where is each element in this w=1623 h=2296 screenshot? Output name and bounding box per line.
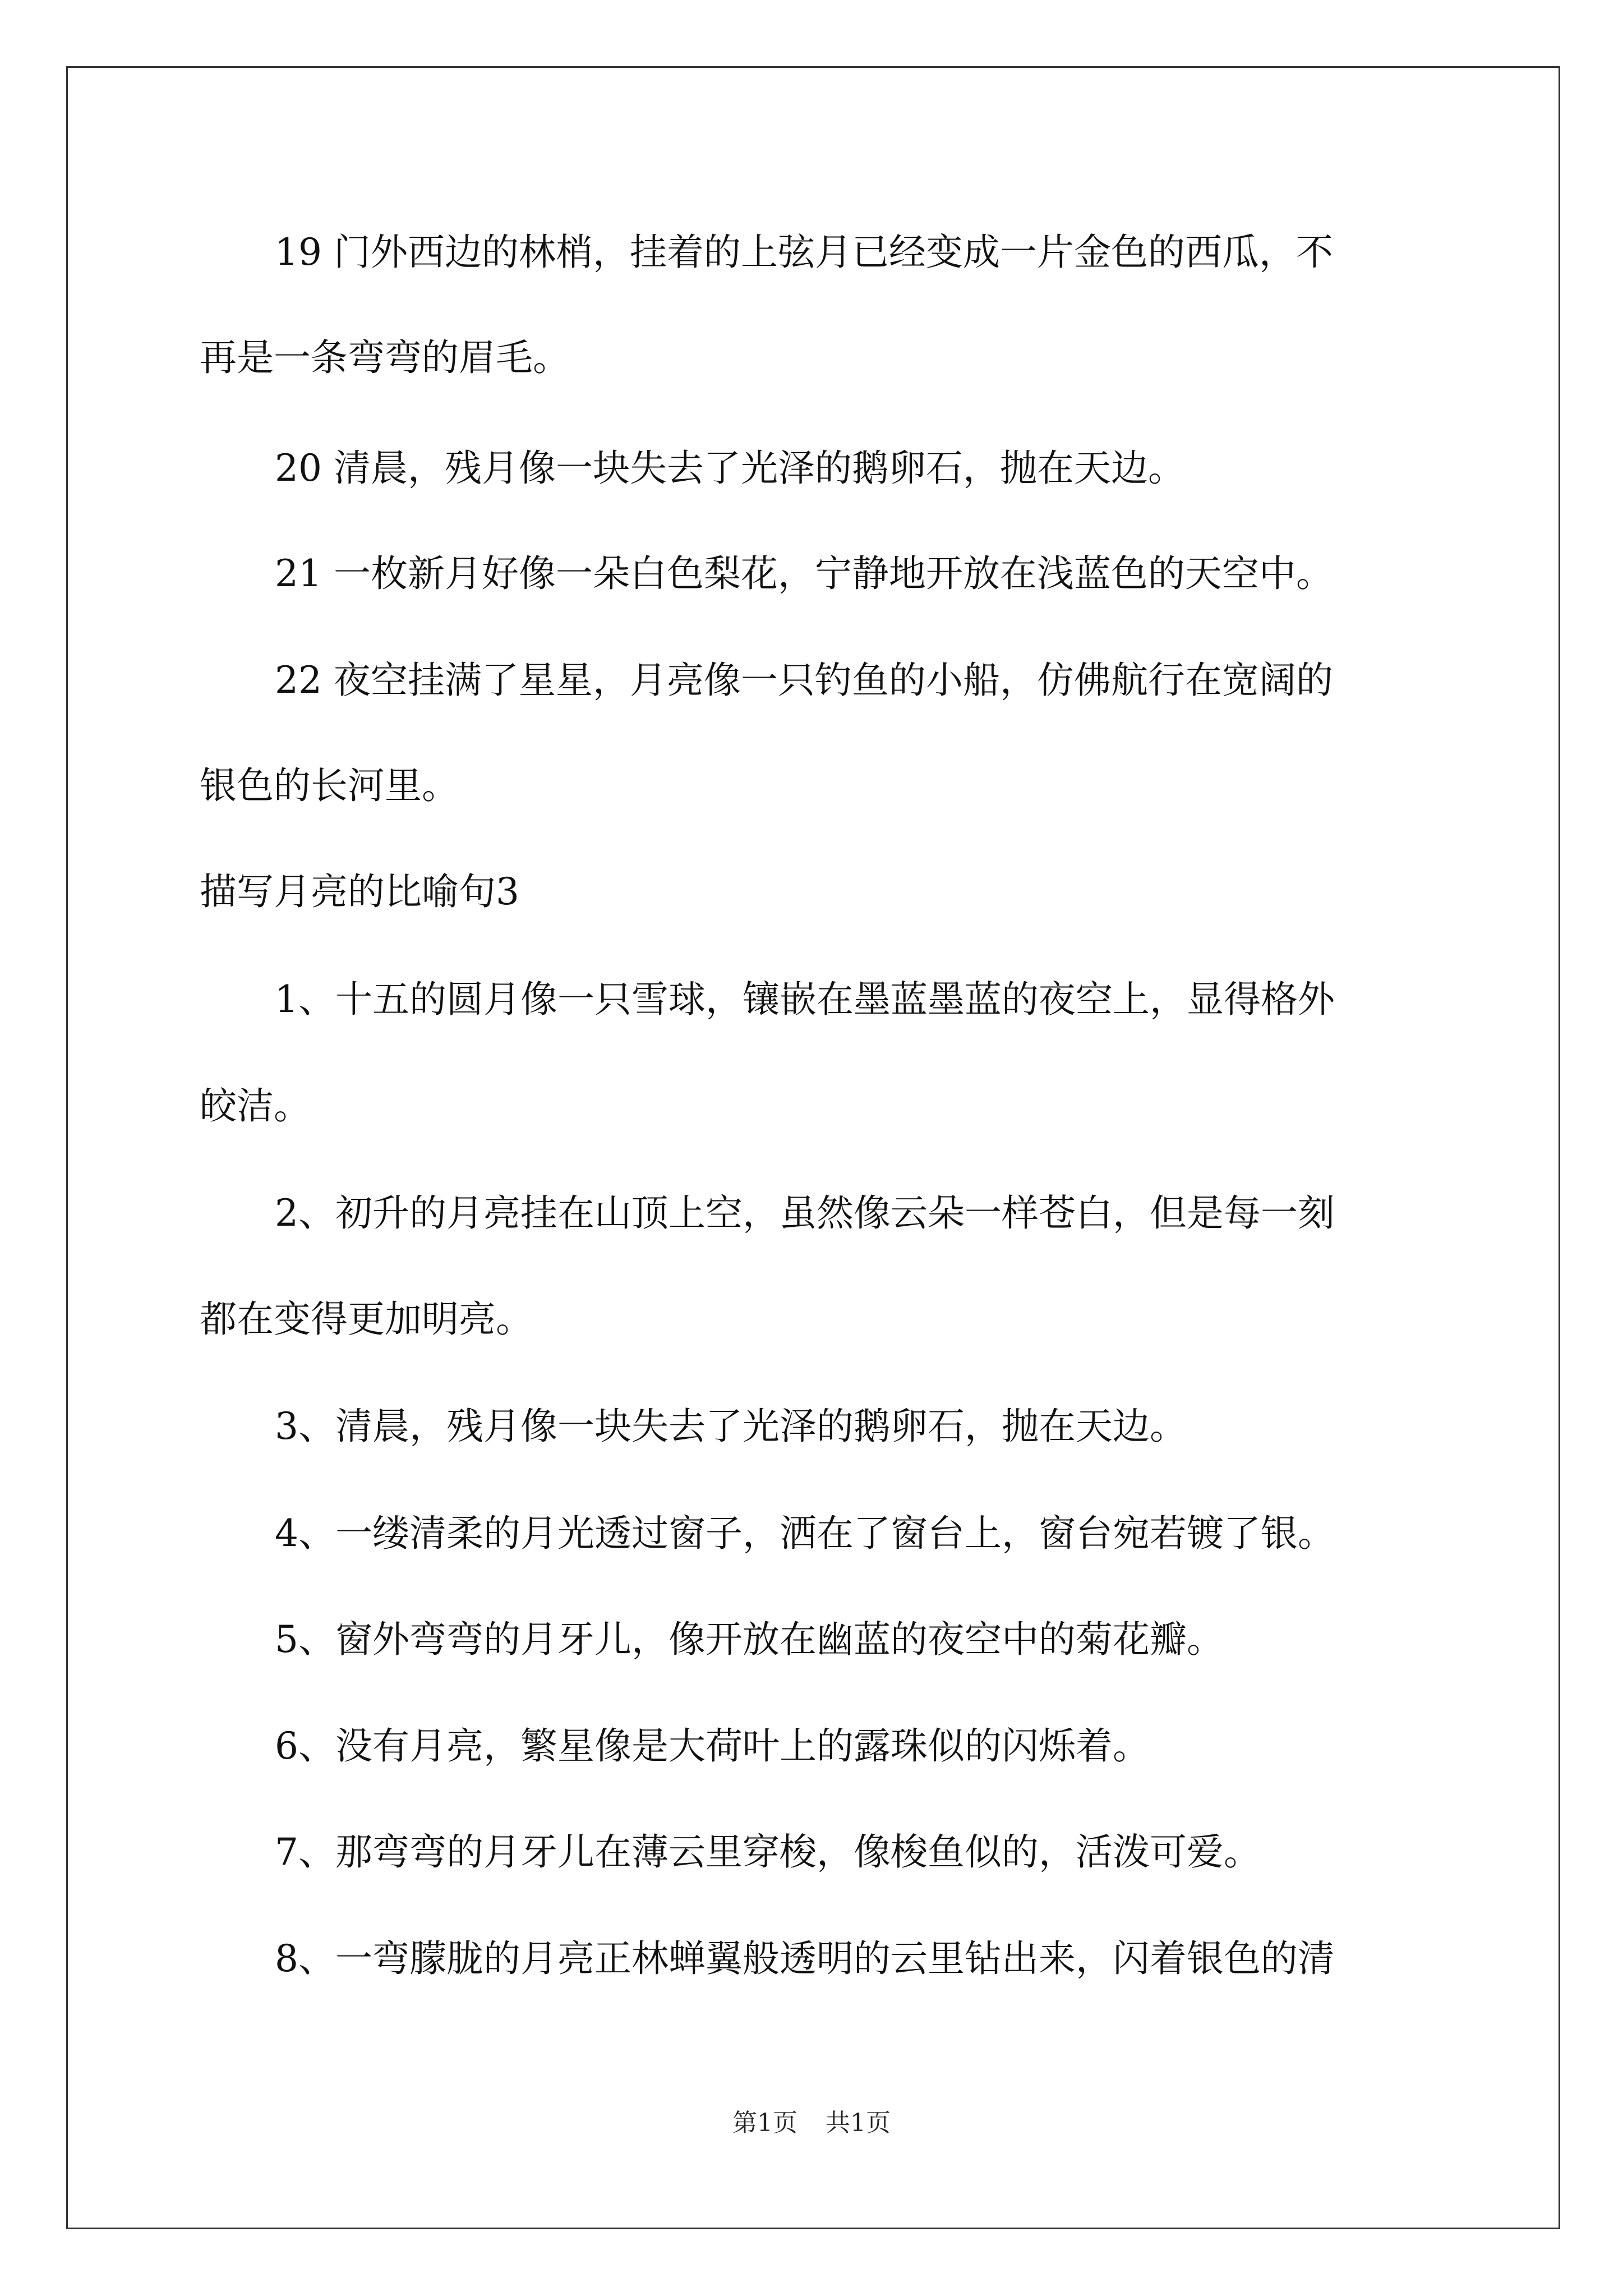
paragraph-line: 8、一弯朦胧的月亮正林蝉翼般透明的云里钻出来，闪着银色的清 bbox=[275, 1937, 1335, 1980]
paragraph-line: 7、那弯弯的月牙儿在薄云里穿梭，像梭鱼似的，活泼可爱。 bbox=[275, 1830, 1261, 1874]
paragraph-line: 再是一条弯弯的眉毛。 bbox=[200, 336, 570, 379]
section-heading: 描写月亮的比喻句3 bbox=[200, 870, 519, 913]
page-border bbox=[66, 66, 1560, 2229]
paragraph-line: 都在变得更加明亮。 bbox=[200, 1297, 533, 1341]
paragraph-line: 6、没有月亮，繁星像是大荷叶上的露珠似的闪烁着。 bbox=[275, 1724, 1150, 1768]
paragraph-line: 皎洁。 bbox=[200, 1084, 311, 1128]
paragraph-line: 20 清晨，残月像一块失去了光泽的鹅卵石，抛在天边。 bbox=[275, 447, 1185, 490]
paragraph-line: 银色的长河里。 bbox=[200, 764, 459, 807]
paragraph-line: 4、一缕清柔的月光透过窗子，洒在了窗台上，窗台宛若镀了银。 bbox=[275, 1512, 1335, 1555]
paragraph-line: 1、十五的圆月像一只雪球，镶嵌在墨蓝墨蓝的夜空上，显得格外 bbox=[275, 978, 1335, 1021]
paragraph-line: 22 夜空挂满了星星，月亮像一只钓鱼的小船，仿佛航行在宽阔的 bbox=[275, 659, 1333, 702]
page-footer bbox=[0, 2106, 1623, 2140]
paragraph-line: 3、清晨，残月像一块失去了光泽的鹅卵石，抛在天边。 bbox=[275, 1405, 1187, 1448]
page-total: 共1页 bbox=[826, 2109, 891, 2137]
paragraph-line: 21 一枚新月好像一朵白色梨花，宁静地开放在浅蓝色的天空中。 bbox=[275, 552, 1333, 595]
paragraph-line: 5、窗外弯弯的月牙儿，像开放在幽蓝的夜空中的菊花瓣。 bbox=[275, 1618, 1224, 1661]
page-number: 第1页 bbox=[732, 2109, 797, 2137]
paragraph-line: 2、初升的月亮挂在山顶上空，虽然像云朵一样苍白，但是每一刻 bbox=[275, 1191, 1335, 1235]
paragraph-line: 19 门外西边的林梢，挂着的上弦月已经变成一片金色的西瓜，不 bbox=[275, 231, 1333, 274]
